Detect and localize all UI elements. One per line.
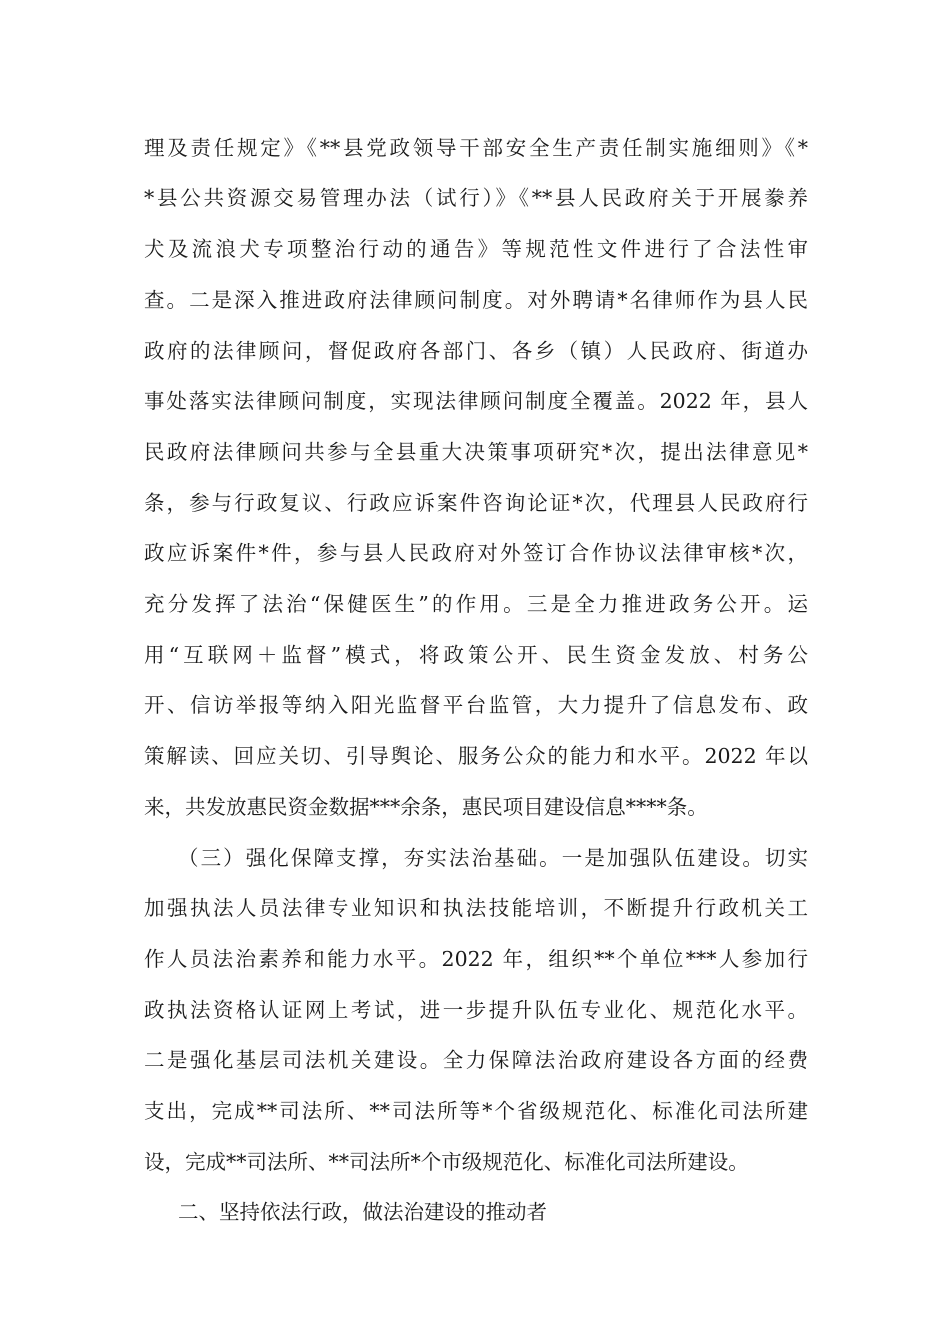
paragraph-end-line: 来，共发放惠民资金数据***余条，惠民项目建设信息****条。	[144, 795, 708, 819]
text-line: 二是强化基层司法机关建设。全力保障法治政府建设各方面的经费	[144, 1048, 808, 1072]
text-line: 查。二是深入推进政府法律顾问制度。对外聘请*名律师作为县人民	[144, 288, 808, 312]
text-line: 条，参与行政复议、行政应诉案件咨询论证*次，代理县人民政府行	[144, 491, 808, 515]
text-line: 支出，完成**司法所、**司法所等*个省级规范化、标准化司法所建	[144, 1099, 808, 1123]
chapter-heading: 二、坚持依法行政，做法治建设的推动者	[178, 1200, 547, 1224]
text-line: 犬及流浪犬专项整治行动的通告》等规范性文件进行了合法性审	[144, 237, 808, 261]
paragraph-end-line: 设，完成**司法所、**司法所*个市级规范化、标准化司法所建设。	[144, 1150, 749, 1174]
text-line: 理及责任规定》《**县党政领导干部安全生产责任制实施细则》《*	[144, 136, 808, 160]
text-line: 事处落实法律顾问制度，实现法律顾问制度全覆盖。2022 年，县人	[144, 389, 808, 413]
text-line: 加强执法人员法律专业知识和执法技能培训，不断提升行政机关工	[144, 896, 808, 920]
text-line: *县公共资源交易管理办法（试行）》《**县人民政府关于开展豢养	[144, 186, 808, 210]
text-line: 政执法资格认证网上考试，进一步提升队伍专业化、规范化水平。	[144, 998, 808, 1022]
text-line: 政府的法律顾问，督促政府各部门、各乡（镇）人民政府、街道办	[144, 339, 808, 363]
text-line: 作人员法治素养和能力水平。2022 年，组织**个单位***人参加行	[144, 947, 808, 971]
text-line: 用“互联网＋监督”模式，将政策公开、民生资金发放、村务公	[144, 643, 808, 667]
section-heading-line: （三）强化保障支撑，夯实法治基础。一是加强队伍建设。切实	[178, 846, 808, 870]
text-line: 民政府法律顾问共参与全县重大决策事项研究*次，提出法律意见*	[144, 440, 808, 464]
text-line: 政应诉案件*件，参与县人民政府对外签订合作协议法律审核*次，	[144, 541, 808, 565]
text-line: 开、信访举报等纳入阳光监督平台监管，大力提升了信息发布、政	[144, 693, 808, 717]
text-line: 策解读、回应关切、引导舆论、服务公众的能力和水平。2022 年以	[144, 744, 808, 768]
text-line: 充分发挥了法治“保健医生”的作用。三是全力推进政务公开。运	[144, 592, 808, 616]
